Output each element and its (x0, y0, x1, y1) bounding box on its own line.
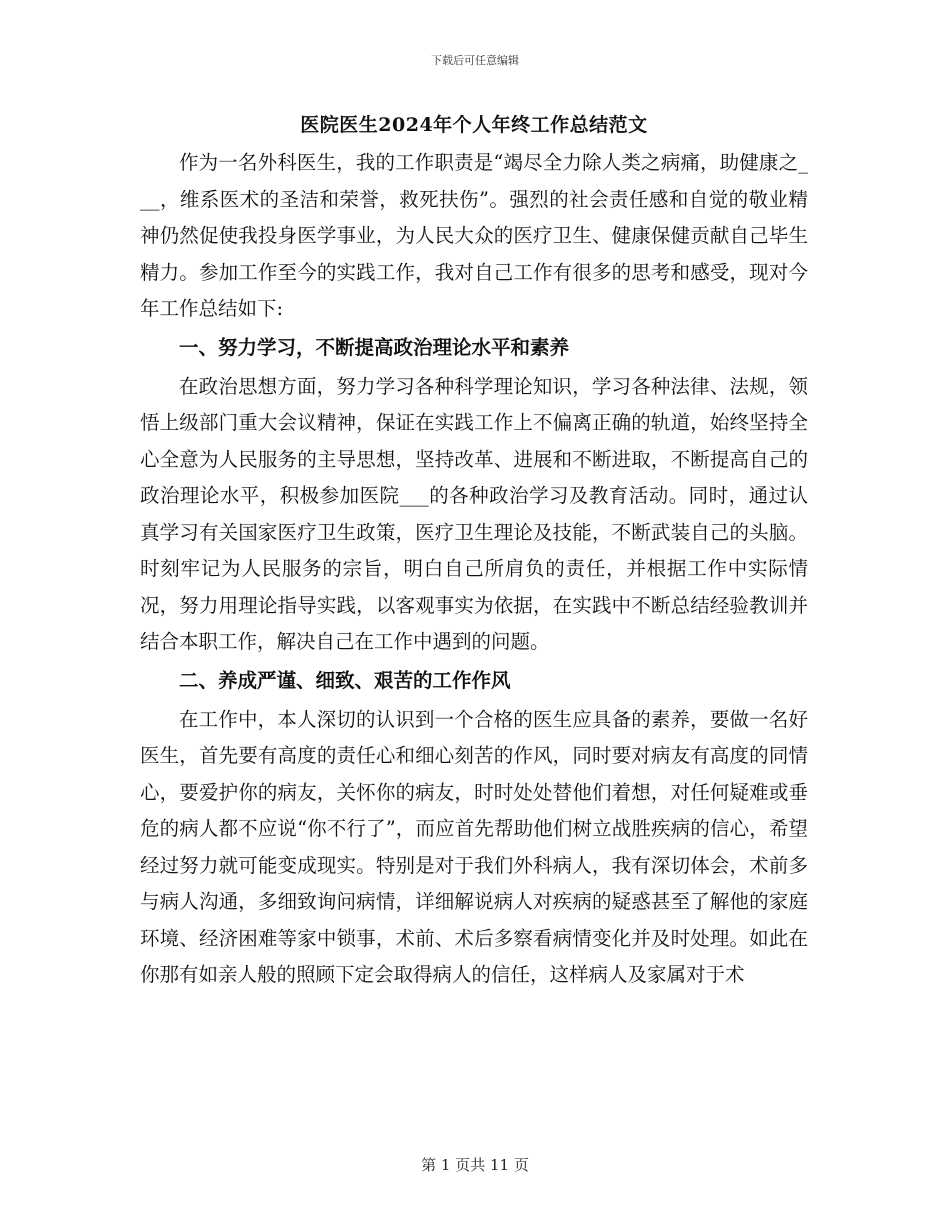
document-body (140, 105, 808, 994)
page-header: 下载后可任意编辑 (431, 54, 519, 67)
document-title: 医院医生2024年个人年终工作总结范文 (300, 114, 648, 136)
section-heading-1: 一、努力学习，不断提高政治理论水平和素养 (179, 335, 570, 359)
section-heading-2: 二、养成严谨、细致、艰苦的工作作风 (179, 668, 511, 692)
intro-paragraph: 作为一名外科医生，我的工作职责是“竭尽全力除人类之病痛，助健康之___，维系医术的圣洁和荣誉，救死扶伤”。强烈的社会责任感和自觉的敬业精神仍然促使我投身医学事业，为人民大众的医疗卫生、健康保健贡献自己毕生精力。参加工作至今的实践工作，我对自己工作有很多的思考和感受，现对今年工作总结如下: (140, 151, 808, 320)
section-paragraph-2: 在工作中，本人深切的认识到一个合格的医生应具备的素养，要做一名好医生，首先要有高度的责任心和细心刻苦的作风，同时要对病友有高度的同情心，要爱护你的病友，关怀你的病友，时时处处替他们着想，对任何疑难或垂危的病人都不应说“你不行了”，而应首先帮助他们树立战胜疾病的信心，希望经过努力就可能变成现实。特别是对于我们外科病人，我有深切体会，术前多与病人沟通，多细致询问病情，详细解说病人对疾病的疑惑甚至了解他的家庭环境、经济困难等家中锁事，术前、术后多察看病情变化并及时处理。如此在你那有如亲人般的照顾下定会取得病人的信任，这样病人及家属对于术 (140, 707, 808, 986)
section-paragraph-1: 在政治思想方面，努力学习各种科学理论知识，学习各种法律、法规，领悟上级部门重大会议精神，保证在实践工作上不偏离正确的轨道，始终坚持全心全意为人民服务的主导思想，坚持改革、进展和不断进取，不断提高自己的政治理论水平，积极参加医院___的各种政治学习及教育活动。同时，通过认真学习有关国家医疗卫生政策，医疗卫生理论及技能，不断武装自己的头脑。时刻牢记为人民服务的宗旨，明白自己所肩负的责任，并根据工作中实际情况，努力用理论指导实践，以客观事实为依据，在实践中不断总结经验教训并结合本职工作，解决自己在工作中遇到的问题。 (140, 374, 808, 653)
page-footer: 第 1 页共 11 页 (421, 1156, 529, 1174)
